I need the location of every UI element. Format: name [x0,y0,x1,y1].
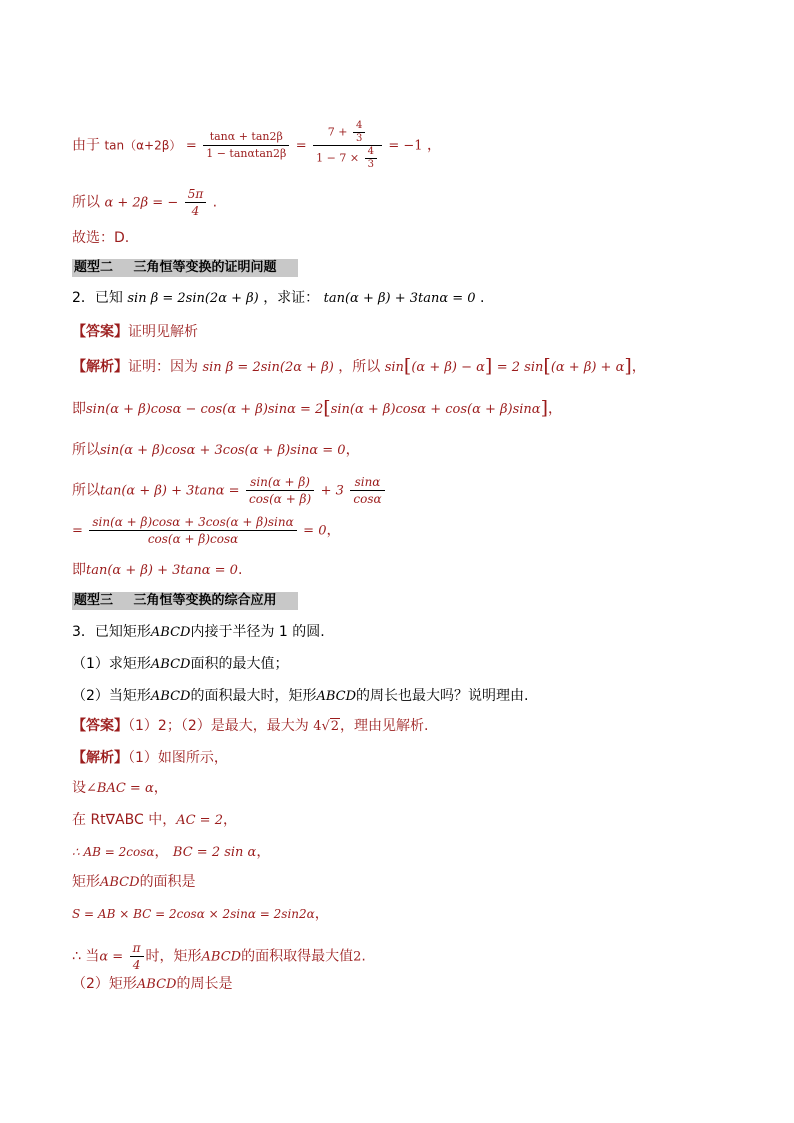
question-2-answer: 【答案】证明见解析 [72,324,198,340]
result-value: = −1 [388,138,423,154]
question-3-analysis-3: 在 Rt∇ABC 中，AC = 2， [72,812,237,828]
section-banner-type-three: 题型三 三角恒等变换的综合应用 [72,592,298,610]
question-2-analysis-line-4: 所以tan(α + β) + 3tanα = $\frac{\sin(\alpha + \beta)}{\cos(\alpha + \beta)}$ + 3 $\frac{\sin\alpha}{\cos\alpha}$ [72,474,387,507]
fraction-denominator: 1 − tanαtan2β [206,147,287,160]
question-3-analysis-8: （2）矩形ABCD的周长是 [72,976,233,992]
question-3-analysis-5: 矩形ABCD的面积是 [72,874,196,890]
math-expression: tan(α + β) + 3tanα = 0 [323,291,476,306]
question-3-part-1: （1）求矩形ABCD面积的最大值； [72,656,289,672]
text-prefix: 由于 [72,137,100,154]
fraction-numeric [313,120,382,171]
question-2-analysis-line-1: 【解析】证明：因为 sin β = 2sin(2α + β) ，所以 sin[(α + β) − α] = 2 sin[(α + β) + α]， [72,355,646,377]
fraction-tan-formula [203,129,289,162]
alpha-beta-result-line: 所以 α + 2β = − $\frac{5\pi}{4}$ . [72,187,218,218]
math-expression: sin β = 2sin(2α + β) [127,291,259,306]
question-3-analysis-7: ∴ 当α = $\frac{\pi}{4}$ 时，矩形ABCD的面积取得最大值2. [72,941,366,972]
analysis-tag: 【解析】 [72,750,128,766]
fraction-numerator: 7 + $\frac{4}{3}$ [313,120,382,146]
analysis-tag: 【解析】 [72,359,128,375]
question-3-answer: 【答案】（1）2；（2）是最大，最大为 4√2，理由见解析. [72,718,429,734]
question-2-analysis-line-2: 即sin(α + β)cosα − cos(α + β)sinα = 2[sin(α + β)cosα + cos(α + β)sinα]， [72,397,563,419]
question-3-analysis-4: ∴ AB = 2cosα， BC = 2 sin α， [72,844,271,860]
tan-label: tan（α+2β） [104,138,182,153]
question-2-analysis-line-6: 即tan(α + β) + 3tanα = 0. [72,562,243,578]
question-2-analysis-line-3: 所以sin(α + β)cosα + 3cos(α + β)sinα = 0， [72,442,360,458]
math-expression: α + 2β = − [104,195,179,211]
question-2-analysis-line-5: = $\frac{\sin(\alpha + \beta)\cos\alpha + 3\cos(\alpha + \beta)\sin\alpha}{\cos(\alpha + \beta)\cos\alpha}$ = 0， [72,515,341,546]
question-3-part-2: （2）当矩形ABCD的面积最大时，矩形ABCD的周长也最大吗？说明理由. [72,688,529,704]
question-3-stem: 3．已知矩形ABCD内接于半径为 1 的圆. [72,624,325,640]
question-3-analysis-2: 设∠BAC = α， [72,780,168,796]
question-3-analysis-6: S = AB × BC = 2cosα × 2sinα = 2sin2α， [72,906,329,922]
equals-sign: = [295,138,307,154]
section-banner-type-two: 题型二 三角恒等变换的证明问题 [72,259,298,277]
equals-sign: = [185,138,197,154]
answer-tag: 【答案】 [72,718,128,734]
question-2-stem: 2．已知 sin β = 2sin(2α + β) ，求证： tan(α + β) + 3tanα = 0 . [72,290,485,306]
fraction-5pi-4: $\frac{5\pi}{4}$ [185,186,207,219]
answer-tag: 【答案】 [72,324,128,340]
fraction-denominator: 1 − 7 × $\frac{4}{3}$ [313,146,382,171]
choice-line: 故选：D. [72,230,130,246]
fraction-numerator: tanα + tan2β [203,129,289,146]
question-3-analysis-1: 【解析】（1）如图所示， [72,750,228,766]
tan-sum-line: 由于 tan（α+2β） = $\frac{\tan\alpha + \tan 2\beta}{1 - \tan\alpha\tan 2\beta}$ = 7 + $\frac{4}{3}$ 1 − 7 × $\frac{4}{3}$ = −1 ， [72,120,442,170]
